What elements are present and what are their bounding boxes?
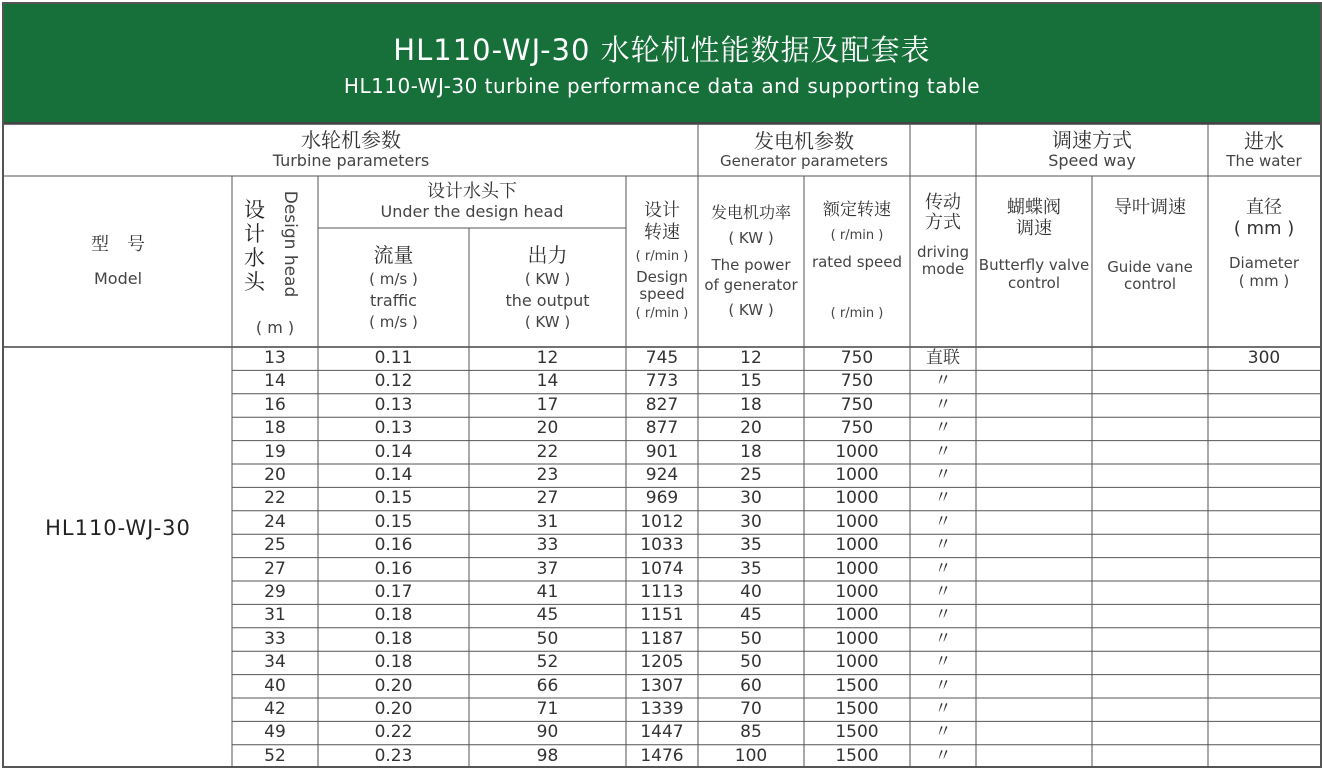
table-row — [4, 534, 1320, 557]
cell-butterfly — [976, 394, 1092, 417]
header-gen-power-cn: 发电机功率 — [710, 202, 791, 222]
cell-head: 13 — [264, 348, 286, 368]
cell-speed: 1447 — [640, 722, 684, 743]
cell-speed: 1074 — [640, 558, 684, 579]
cell-diameter — [1208, 604, 1320, 627]
cell-flow: 0.12 — [374, 371, 413, 392]
cell-power: 50 — [740, 652, 762, 673]
header-flow-unit1: ( m/s ) — [369, 269, 418, 288]
header-under-design-head-cn: 设计水头下 — [427, 181, 517, 203]
cell-power: 30 — [740, 488, 762, 509]
cell-diameter — [1208, 394, 1320, 417]
cell-diameter — [1208, 745, 1320, 768]
cell-guide — [1092, 441, 1208, 464]
cell-drive: 〃 — [934, 558, 952, 579]
cell-output: 37 — [536, 558, 559, 579]
cell-output: 66 — [536, 675, 559, 696]
cell-flow: 0.17 — [374, 582, 413, 602]
header-flow — [318, 228, 469, 347]
cell-head: 33 — [264, 628, 286, 649]
cell-diameter: 300 — [1247, 348, 1281, 368]
cell-drive: 〃 — [934, 605, 952, 626]
cell-head: 19 — [264, 441, 286, 462]
cell-rated: 1000 — [835, 652, 879, 673]
cell-guide — [1092, 534, 1208, 557]
cell-rated: 1000 — [835, 558, 879, 579]
table-row — [4, 651, 1320, 674]
header-generator-params-en: Generator parameters — [720, 151, 888, 170]
cell-rated: 750 — [840, 418, 874, 439]
cell-speed: 745 — [645, 348, 679, 368]
table-row — [4, 394, 1320, 417]
header-turbine-params-en: Turbine parameters — [272, 151, 430, 171]
cell-speed: 877 — [645, 418, 679, 439]
cell-diameter — [1208, 558, 1320, 581]
cell-speed: 1151 — [640, 605, 684, 626]
header-transmission-cn2: 方式 — [925, 212, 961, 234]
cell-rated: 1000 — [835, 605, 879, 626]
cell-power: 60 — [740, 675, 762, 696]
cell-output: 90 — [536, 722, 559, 743]
cell-rated: 1000 — [835, 582, 879, 602]
header-rated-speed-unit2: ( r/min ) — [830, 305, 884, 321]
cell-butterfly — [976, 511, 1092, 534]
header-output — [469, 228, 626, 347]
header-design-head-cn4: 头 — [244, 270, 265, 295]
cell-rated: 1500 — [835, 699, 879, 719]
table-row — [4, 604, 1320, 627]
cell-drive: 〃 — [934, 745, 952, 766]
cell-power: 35 — [740, 535, 762, 556]
cell-guide — [1092, 487, 1208, 510]
header-turbine-params-cn: 水轮机参数 — [301, 128, 401, 153]
header-design-head-cn1: 设 — [244, 198, 265, 222]
header-under-design-head — [318, 176, 626, 228]
header-model-cn: 型 号 — [91, 233, 145, 255]
cell-speed: 1476 — [640, 745, 684, 766]
cell-guide — [1092, 558, 1208, 581]
cell-rated: 1500 — [835, 722, 879, 743]
cell-head: 49 — [264, 722, 286, 743]
header-water-cn: 进水 — [1244, 128, 1284, 153]
header-speed-way-en: Speed way — [1048, 151, 1136, 171]
header-gen-power-unit2: ( KW ) — [728, 300, 774, 319]
cell-head: 18 — [264, 418, 286, 439]
cell-diameter — [1208, 441, 1320, 464]
cell-speed: 1307 — [640, 675, 684, 696]
cell-output: 33 — [536, 535, 559, 556]
table-row — [4, 417, 1320, 440]
header-transmission-cn1: 传动 — [925, 191, 961, 213]
cell-power: 12 — [740, 348, 762, 368]
header-speed-way-cn: 调速方式 — [1052, 128, 1132, 153]
cell-rated: 1500 — [835, 675, 879, 696]
table-row — [4, 347, 1320, 370]
header-guide-vane-en1: Guide vane — [1107, 257, 1193, 276]
cell-speed: 924 — [645, 465, 679, 485]
cell-rated: 1500 — [835, 745, 879, 766]
cell-flow: 0.18 — [374, 605, 413, 626]
cell-rated: 1000 — [835, 511, 879, 532]
cell-drive: 〃 — [934, 675, 952, 696]
cell-flow: 0.16 — [374, 535, 413, 556]
header-output-unit2: ( KW ) — [524, 313, 571, 332]
cell-diameter — [1208, 487, 1320, 510]
cell-guide — [1092, 464, 1208, 487]
cell-head: 24 — [264, 511, 286, 532]
cell-butterfly — [976, 604, 1092, 627]
cell-guide — [1092, 417, 1208, 440]
cell-speed: 827 — [645, 394, 679, 415]
cell-drive: 〃 — [934, 652, 952, 673]
header-design-speed-cn1: 设计 — [644, 199, 680, 221]
cell-power: 35 — [740, 558, 762, 579]
header-rated-speed-en: rated speed — [811, 252, 903, 271]
cell-output: 31 — [536, 511, 559, 532]
cell-drive: 〃 — [934, 722, 952, 743]
header-diameter-cn1: 直径 — [1246, 197, 1282, 218]
header-generator-params — [698, 124, 910, 176]
cell-head: 40 — [264, 675, 286, 696]
header-gen-power-en2: of generator — [704, 275, 798, 294]
cell-power: 15 — [740, 371, 762, 392]
header-generator-params-cn: 发电机参数 — [754, 128, 854, 153]
cell-power: 85 — [740, 722, 762, 743]
cell-guide — [1092, 511, 1208, 534]
header-guide-vane — [1092, 176, 1208, 347]
cell-power: 18 — [740, 441, 762, 462]
cell-guide — [1092, 628, 1208, 651]
cell-butterfly — [976, 347, 1092, 370]
cell-output: 98 — [536, 745, 559, 766]
cell-guide — [1092, 651, 1208, 674]
header-transmission — [910, 124, 976, 347]
cell-butterfly — [976, 370, 1092, 393]
header-speed-way — [976, 124, 1208, 176]
cell-head: 29 — [264, 582, 286, 602]
cell-diameter — [1208, 675, 1320, 698]
table-row — [4, 581, 1320, 604]
title-cn: HL110-WJ-30 水轮机性能数据及配套表 — [393, 33, 931, 67]
header-diameter-cn2: ( mm ) — [1233, 217, 1295, 239]
cell-rated: 1000 — [835, 441, 879, 462]
header-gen-power — [698, 176, 804, 347]
cell-butterfly — [976, 581, 1092, 604]
cell-flow: 0.13 — [374, 418, 413, 439]
cell-drive: 直联 — [926, 348, 960, 368]
table-row — [4, 487, 1320, 510]
cell-flow: 0.22 — [374, 722, 413, 743]
cell-output: 20 — [536, 418, 559, 439]
cell-rated: 750 — [840, 348, 874, 368]
table-row — [4, 441, 1320, 464]
cell-power: 25 — [740, 465, 762, 485]
cell-flow: 0.13 — [374, 394, 413, 415]
header-rated-speed-cn: 额定转速 — [823, 200, 891, 221]
header-design-head-unit: ( m ) — [255, 318, 295, 337]
header-gen-power-unit1: ( KW ) — [728, 229, 774, 248]
table-row — [4, 698, 1320, 721]
cell-output: 50 — [536, 628, 559, 649]
cell-flow: 0.15 — [374, 511, 413, 532]
cell-drive: 〃 — [934, 441, 952, 462]
cell-diameter — [1208, 651, 1320, 674]
cell-guide — [1092, 698, 1208, 721]
header-flow-unit2: ( m/s ) — [369, 313, 418, 332]
header-rated-speed-unit1: ( r/min ) — [830, 227, 884, 243]
cell-flow: 0.11 — [374, 348, 413, 368]
cell-head: 14 — [264, 371, 286, 392]
cell-power: 45 — [740, 605, 762, 626]
header-butterfly-cn2: 调速 — [1016, 217, 1052, 239]
cell-rated: 1000 — [835, 628, 879, 649]
header-model-en: Model — [93, 268, 143, 288]
cell-butterfly — [976, 745, 1092, 768]
cell-diameter — [1208, 370, 1320, 393]
header-output-cn: 出力 — [527, 242, 568, 267]
cell-output: 12 — [536, 348, 559, 368]
header-butterfly-cn1: 蝴蝶阀 — [1007, 197, 1061, 218]
cell-butterfly — [976, 487, 1092, 510]
table-row — [4, 464, 1320, 487]
cell-drive: 〃 — [934, 511, 952, 532]
table-row — [4, 558, 1320, 581]
cell-speed: 773 — [645, 371, 679, 392]
header-design-speed-unit2: ( r/min ) — [635, 306, 689, 322]
header-turbine-params — [4, 124, 698, 176]
header-gen-power-en1: The power — [711, 256, 791, 275]
cell-butterfly — [976, 534, 1092, 557]
cell-drive: 〃 — [934, 465, 952, 485]
cell-speed: 1339 — [640, 699, 684, 719]
header-design-head-en: Design head — [280, 190, 300, 298]
cell-output: 27 — [536, 488, 559, 509]
cell-head: 16 — [264, 394, 286, 415]
cell-flow: 0.14 — [374, 441, 413, 462]
cell-butterfly — [976, 675, 1092, 698]
cell-output: 17 — [536, 394, 559, 415]
cell-flow: 0.20 — [374, 699, 413, 719]
cell-diameter — [1208, 417, 1320, 440]
cell-output: 52 — [536, 652, 559, 673]
header-butterfly-en2: control — [1008, 273, 1060, 292]
cell-rated: 1000 — [835, 465, 879, 485]
cell-guide — [1092, 721, 1208, 744]
cell-butterfly — [976, 721, 1092, 744]
cell-butterfly — [976, 464, 1092, 487]
cell-drive: 〃 — [934, 628, 952, 649]
cell-rated: 750 — [840, 371, 874, 392]
cell-drive: 〃 — [934, 394, 952, 415]
cell-head: 31 — [264, 605, 286, 626]
table-row — [4, 370, 1320, 393]
cell-guide — [1092, 675, 1208, 698]
cell-speed: 969 — [645, 488, 679, 509]
cell-head: 34 — [264, 652, 286, 673]
header-design-speed-en1: Design — [636, 267, 688, 286]
cell-guide — [1092, 581, 1208, 604]
model-name: HL110-WJ-30 — [45, 516, 191, 540]
cell-head: 52 — [264, 745, 286, 766]
header-design-head — [232, 176, 318, 347]
cell-output: 22 — [536, 441, 559, 462]
cell-rated: 750 — [840, 394, 874, 415]
cell-output: 14 — [536, 371, 559, 392]
header-diameter-unit: ( mm ) — [1238, 271, 1290, 290]
cell-head: 27 — [264, 558, 286, 579]
cell-flow: 0.16 — [374, 558, 413, 579]
cell-guide — [1092, 604, 1208, 627]
header-butterfly-en1: Butterfly valve — [978, 256, 1090, 275]
cell-butterfly — [976, 558, 1092, 581]
cell-diameter — [1208, 581, 1320, 604]
header-design-speed-en2: speed — [639, 285, 685, 304]
cell-guide — [1092, 370, 1208, 393]
header-flow-cn: 流量 — [373, 242, 414, 267]
cell-butterfly — [976, 698, 1092, 721]
cell-output: 41 — [536, 582, 559, 602]
table-row — [4, 721, 1320, 744]
cell-head: 25 — [264, 535, 286, 556]
cell-flow: 0.18 — [374, 628, 413, 649]
cell-head: 20 — [264, 465, 286, 485]
cell-rated: 1000 — [835, 535, 879, 556]
cell-output: 45 — [536, 605, 559, 626]
cell-diameter — [1208, 534, 1320, 557]
header-design-speed-unit1: ( r/min ) — [635, 249, 689, 264]
cell-flow: 0.18 — [374, 652, 413, 673]
cell-speed: 1012 — [640, 511, 684, 532]
cell-power: 30 — [740, 511, 762, 532]
header-diameter — [1208, 176, 1320, 347]
header-design-head-cn3: 水 — [244, 246, 265, 271]
cell-flow: 0.23 — [374, 745, 413, 766]
cell-drive: 〃 — [934, 371, 952, 392]
table-frame — [2, 2, 1322, 768]
header-flow-en: traffic — [370, 290, 417, 310]
table-row — [4, 511, 1320, 534]
cell-flow: 0.20 — [374, 675, 413, 696]
cell-power: 40 — [740, 582, 762, 602]
cell-output: 23 — [536, 465, 559, 485]
cell-flow: 0.14 — [374, 465, 413, 485]
cell-diameter — [1208, 464, 1320, 487]
header-transmission-en2: mode — [921, 260, 965, 279]
cell-output: 71 — [536, 699, 559, 719]
header-design-speed — [626, 176, 698, 347]
cell-speed: 1205 — [640, 652, 684, 673]
header-output-unit1: ( KW ) — [524, 269, 571, 288]
cell-butterfly — [976, 441, 1092, 464]
title-en: HL110-WJ-30 turbine performance data and supporting table — [343, 74, 981, 98]
header-design-head-cn2: 计 — [244, 222, 265, 247]
cell-guide — [1092, 394, 1208, 417]
cell-speed: 1187 — [640, 628, 684, 649]
header-butterfly — [976, 176, 1092, 347]
cell-speed: 1113 — [640, 582, 684, 602]
cell-power: 20 — [740, 418, 762, 439]
cell-drive: 〃 — [934, 582, 952, 602]
header-rated-speed — [804, 176, 910, 347]
header-output-en: the output — [505, 290, 590, 310]
cell-diameter — [1208, 721, 1320, 744]
cell-power: 100 — [734, 745, 768, 766]
header-guide-vane-cn: 导叶调速 — [1114, 197, 1186, 218]
table-row — [4, 675, 1320, 698]
cell-diameter — [1208, 698, 1320, 721]
cell-power: 70 — [740, 699, 762, 719]
cell-drive: 〃 — [934, 488, 952, 509]
cell-power: 50 — [740, 628, 762, 649]
cell-guide — [1092, 745, 1208, 768]
header-water-en: The water — [1226, 151, 1302, 170]
cell-diameter — [1208, 511, 1320, 534]
cell-diameter — [1208, 628, 1320, 651]
table-row — [4, 628, 1320, 651]
header-design-speed-cn2: 转速 — [644, 222, 680, 244]
header-diameter-en: Diameter — [1228, 254, 1300, 273]
header-transmission-en1: driving — [917, 242, 969, 261]
header-model — [4, 176, 232, 347]
cell-power: 18 — [740, 394, 762, 415]
cell-head: 22 — [264, 488, 286, 509]
table-row — [4, 745, 1320, 768]
cell-drive: 〃 — [934, 535, 952, 556]
cell-flow: 0.15 — [374, 488, 413, 509]
cell-butterfly — [976, 651, 1092, 674]
cell-drive: 〃 — [934, 418, 952, 439]
cell-drive: 〃 — [934, 699, 952, 719]
cell-butterfly — [976, 628, 1092, 651]
cell-head: 42 — [264, 699, 286, 719]
cell-speed: 901 — [645, 441, 679, 462]
cell-rated: 1000 — [835, 488, 879, 509]
cell-butterfly — [976, 417, 1092, 440]
cell-speed: 1033 — [640, 535, 684, 556]
header-water — [1208, 124, 1320, 176]
cell-guide — [1092, 347, 1208, 370]
header-guide-vane-en2: control — [1124, 274, 1176, 293]
header-under-design-head-en: Under the design head — [380, 202, 564, 222]
